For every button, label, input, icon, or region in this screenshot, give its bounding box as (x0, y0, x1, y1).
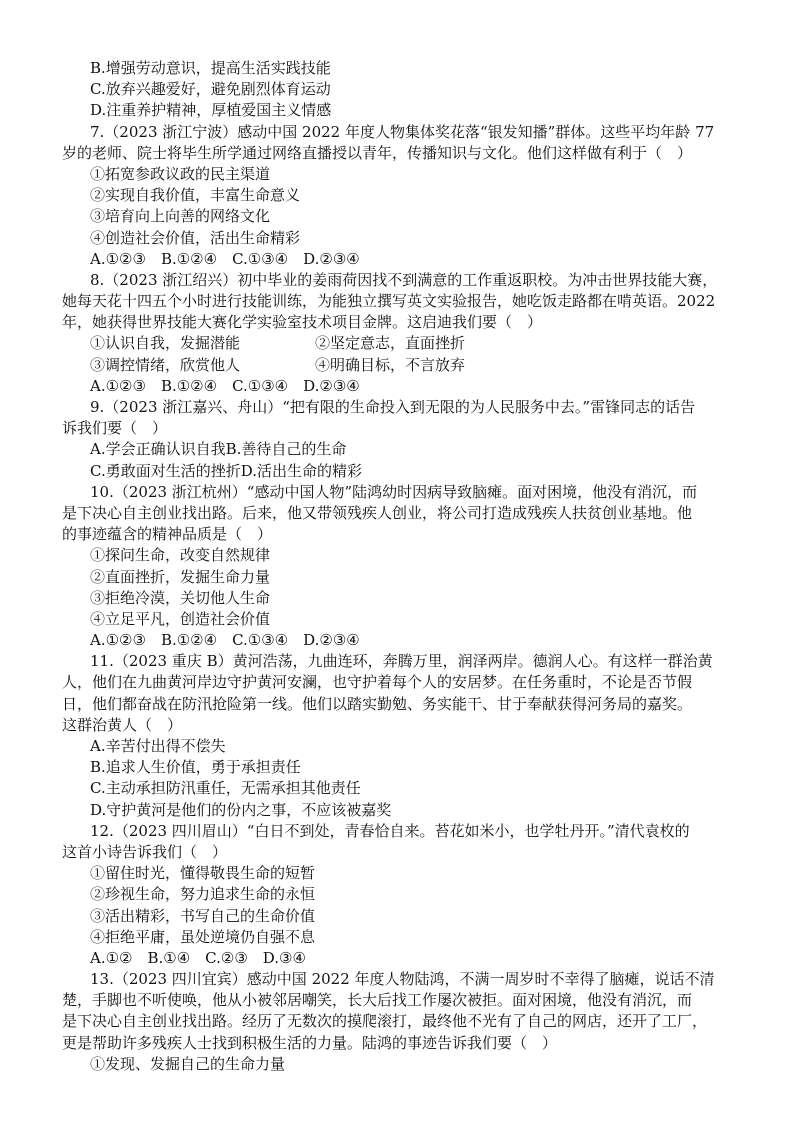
option-line: ①留住时光，懂得敬畏生命的短暂 (90, 864, 316, 883)
question-stem-continuation: 的事迹蕴含的精神品质是（ ） (62, 525, 273, 544)
question-stem: 7.（2023 浙江宁波）感动中国 2022 年度人物集体奖花落“银发知播”群体。这些平均年龄 77 (90, 122, 715, 141)
option-text: ②坚定意志，直面挫折 (315, 334, 466, 353)
question-stem-continuation: 楚，手脚也不听使唤，他从小被邻居嘲笑，长大后找工作屡次被拒。面对困境，他没有消沉，而 (62, 991, 693, 1010)
question-stem-continuation: 年，她获得世界技能大赛化学实验室技术项目金牌。这启迪我们要（ ） (62, 313, 543, 332)
option-text: A.学会正确认识自我 (90, 440, 226, 459)
option-pair-line (62, 439, 734, 460)
question-stem-continuation: 这首小诗告诉我们（ ） (62, 842, 228, 861)
option-line: ④拒绝平庸，虽处逆境仍自强不息 (90, 927, 316, 946)
option-text: ④明确目标，不言放弃 (315, 355, 466, 374)
option-line: ③培育向上向善的网络文化 (90, 207, 271, 226)
question-stem: 13.（2023 四川宜宾）感动中国 2022 年度人物陆鸿，不满一周岁时不幸得了脑瘫，说话不清 (90, 970, 715, 989)
option-line: ③活出精彩，书写自己的生命价值 (90, 906, 316, 925)
question-stem-continuation: 更是帮助许多残疾人士找到积极生活的力量。陆鸿的事迹告诉我们要（ ） (62, 1033, 558, 1052)
option-text: C.勇敢面对生活的挫折 (90, 461, 241, 480)
question-stem: 11.（2023 重庆 B）黄河浩荡，九曲连环，奔腾万里，润泽两岸。德润人心。有这样一群治黄 (90, 652, 713, 671)
document-page (62, 58, 734, 1075)
question-stem: 12.（2023 四川眉山）“白日不到处，青春恰自来。苔花如米小，也学牡丹开。”清代袁枚的 (90, 821, 690, 840)
option-text: B.善待自己的生命 (225, 440, 347, 459)
option-line: A.辛苦付出得不偿失 (90, 737, 226, 755)
question-stem-continuation: 是下决心自主创业找出路。后来，他又带领残疾人创业，将公司打造成残疾人扶贫创业基地。他 (62, 503, 693, 522)
question-stem-continuation: 这群治黄人（ ） (62, 715, 183, 734)
question-stem-continuation: 日，他们都奋战在防汛抢险第一线。他们以踏实勤勉、务实能干、甘于奉献获得河务局的嘉奖。 (62, 694, 693, 713)
option-line: C.主动承担防汛重任，无需承担其他责任 (90, 779, 361, 798)
option-line: ②直面挫折，发掘生命力量 (90, 567, 271, 586)
question-stem-continuation: 她每天花十四五个小时进行技能训练，为能独立撰写英文实验报告，她吃饭走路都在啃英语。2022 (62, 292, 716, 311)
option-line: B.追求人生价值，勇于承担责任 (90, 758, 301, 777)
option-text: ③调控情绪，欣赏他人 (90, 355, 241, 374)
question-stem: 8.（2023 浙江绍兴）初中毕业的姜雨荷因找不到满意的工作重返职校。为冲击世界技能大赛， (90, 270, 718, 289)
question-stem-continuation: 是下决心自主创业找出路。经历了无数次的摸爬滚打，最终他不光有了自己的网店，还开了工厂， (62, 1012, 708, 1031)
option-text: ①认识自我，发掘潜能 (90, 334, 241, 353)
option-line: ②实现自我价值，丰富生命意义 (90, 186, 301, 205)
option-line: A.①②③ B.①②④ C.①③④ D.②③④ (90, 631, 360, 650)
question-stem-continuation: 岁的老师、院士将毕生所学通过网络直播授以青年，传播知识与文化。他们这样做有利于（ ） (62, 143, 693, 162)
option-pair-line (62, 461, 734, 482)
option-line: ①发现、发掘自己的生命力量 (90, 1054, 286, 1073)
option-line: A.①②③ B.①②④ C.①③④ D.②③④ (90, 376, 360, 395)
question-stem-continuation: 人，他们在九曲黄河岸边守护黄河安澜，也守护着每个人的安居梦。在任务重时，不论是否节假 (62, 673, 693, 692)
option-line: ①探问生命，改变自然规律 (90, 546, 271, 565)
question-stem: 9.（2023 浙江嘉兴、舟山）“把有限的生命投入到无限的为人民服务中去。”雷锋同志的话告 (90, 398, 696, 416)
option-line: ④创造社会价值，活出生命精彩 (90, 228, 301, 247)
option-line: A.①②③ B.①②④ C.①③④ D.②③④ (90, 249, 360, 268)
option-pair-line (62, 355, 734, 376)
option-text: D.活出生命的精彩 (240, 461, 362, 480)
option-line: B.增强劳动意识，提高生活实践技能 (90, 59, 331, 77)
option-line: A.①② B.①④ C.②③ D.③④ (90, 948, 306, 967)
option-line: C.放弃兴趣爱好，避免剧烈体育运动 (90, 80, 331, 99)
option-pair-line (62, 333, 734, 354)
option-line: ④立足平凡，创造社会价值 (90, 609, 271, 628)
question-stem-continuation: 诉我们要（ ） (62, 419, 168, 438)
question-stem: 10.（2023 浙江杭州）“感动中国人物”陆鸿幼时因病导致脑瘫。面对困境，他没有消沉，而 (90, 482, 698, 501)
option-line: ①拓宽参政议政的民主渠道 (90, 164, 271, 183)
option-line: D.注重养护精神，厚植爱国主义情感 (90, 101, 332, 120)
option-line: D.守护黄河是他们的份内之事，不应该被嘉奖 (90, 800, 392, 819)
option-line: ③拒绝冷漠，关切他人生命 (90, 588, 271, 607)
option-line: ②珍视生命，努力追求生命的永恒 (90, 885, 316, 904)
